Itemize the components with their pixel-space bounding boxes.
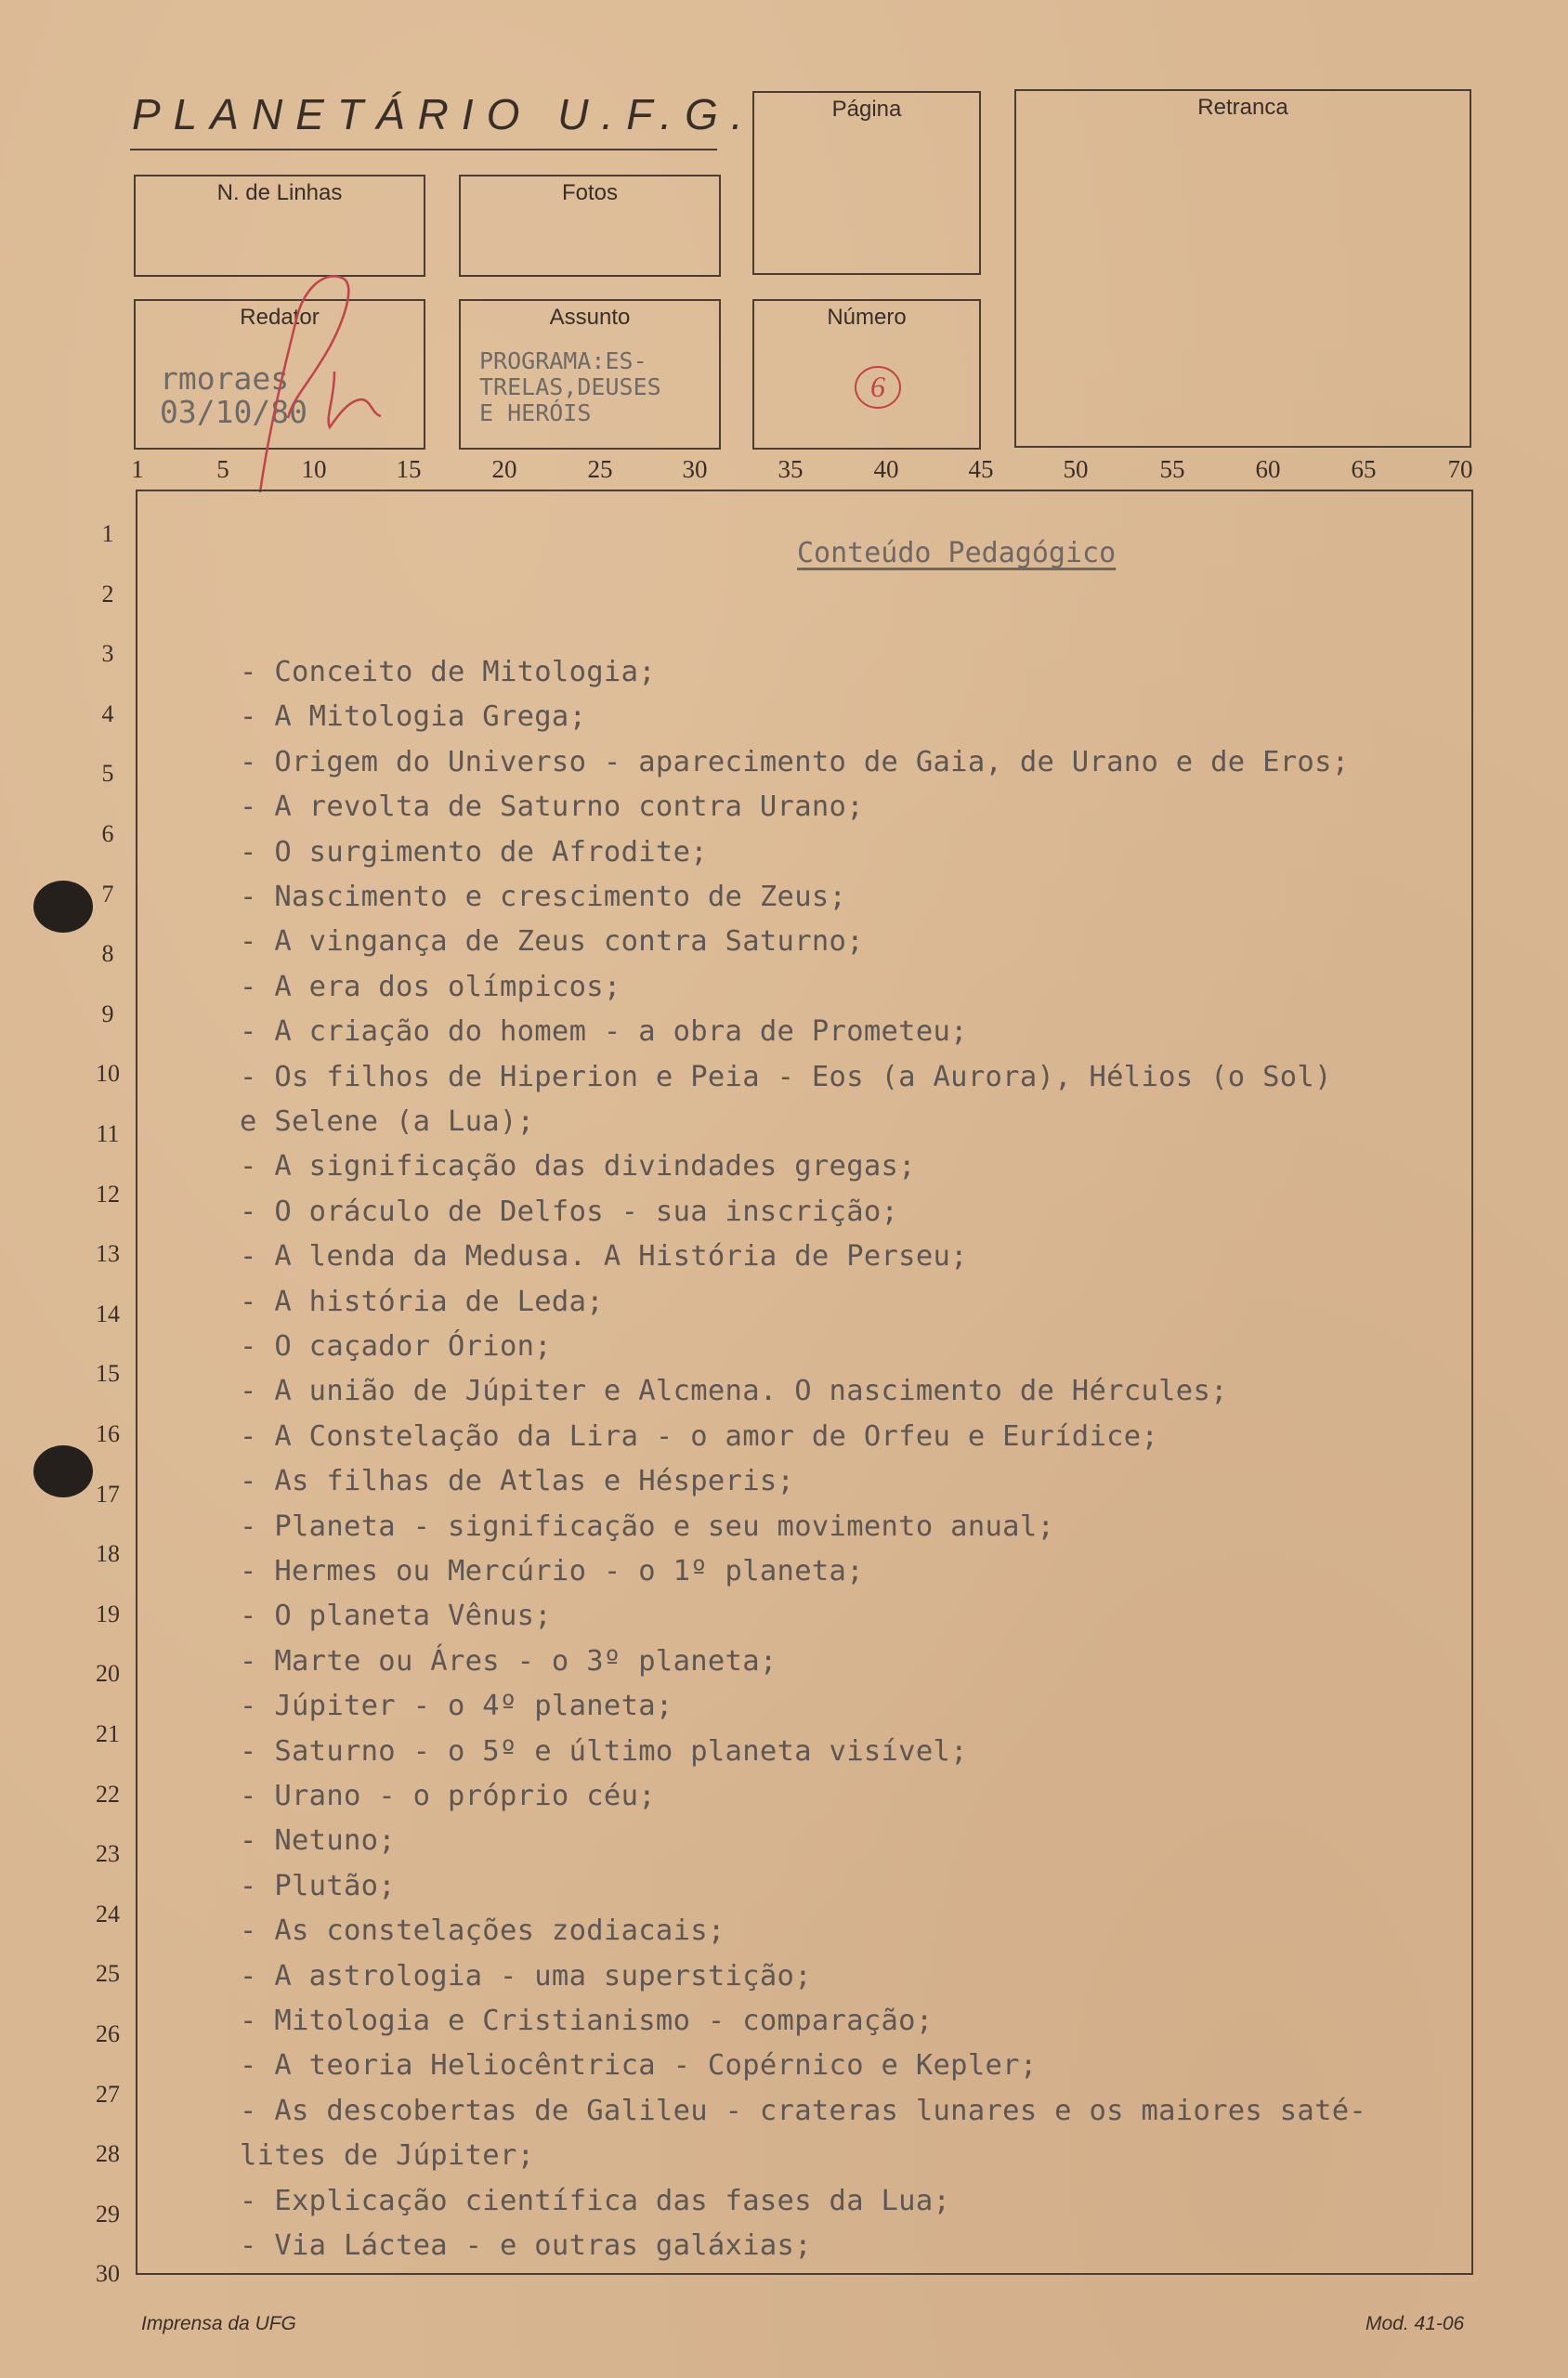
content-line: - Saturno - o 5º e último planeta visível;	[240, 1734, 968, 1768]
content-line: - Nascimento e crescimento de Zeus;	[240, 881, 847, 913]
line-number: 21	[96, 1720, 120, 1747]
content-line: - O planeta Vênus;	[240, 1600, 552, 1633]
line-number: 28	[96, 2140, 120, 2168]
assunto-line: TRELAS,DEUSES	[479, 373, 661, 400]
content-line: - O surgimento de Afrodite;	[240, 835, 708, 869]
line-number: 26	[96, 2020, 120, 2047]
content-line: - As constelações zodiacais;	[240, 1914, 725, 1948]
redator-name: rmoraes	[160, 360, 290, 397]
scale-tick-label: 45	[968, 455, 994, 483]
content-line: - As filhas de Atlas e Hésperis;	[240, 1465, 795, 1498]
content-line: - A teoria Heliocêntrica - Copérnico e Kepler;	[240, 2049, 1038, 2083]
line-number: 12	[96, 1180, 120, 1208]
pagina-label: Página	[831, 97, 902, 122]
scale-tick-label: 20	[491, 455, 517, 483]
content-line: - A significação das divindades gregas;	[240, 1150, 916, 1183]
content-line: e Selene (a Lua);	[240, 1105, 535, 1138]
line-number: 22	[96, 1780, 120, 1808]
form-title: PLANETÁRIO U.F.G.	[132, 90, 756, 138]
line-number: 27	[96, 2080, 120, 2108]
content-line: - A Mitologia Grega;	[240, 700, 587, 734]
assunto-line: PROGRAMA:ES-	[479, 347, 647, 374]
redator-label: Redator	[240, 305, 320, 330]
line-number: 18	[96, 1540, 120, 1568]
line-number: 15	[96, 1360, 120, 1388]
line-number: 16	[96, 1420, 120, 1447]
line-number: 19	[96, 1600, 120, 1627]
scale-tick-label: 5	[216, 455, 229, 483]
content-line: - Explicação científica das fases da Lua;	[240, 2184, 951, 2217]
content-line: - Planeta - significação e seu movimento anual;	[240, 1509, 1055, 1543]
line-number: 7	[101, 880, 114, 908]
retranca-label: Retranca	[1197, 95, 1288, 120]
scale-tick-label: 15	[396, 455, 422, 483]
line-number: 23	[96, 1840, 120, 1868]
content-line: - Netuno;	[240, 1824, 396, 1858]
scale-tick-label: 55	[1159, 455, 1185, 483]
redator-date: 03/10/80	[160, 394, 307, 430]
line-number: 9	[101, 1000, 114, 1027]
scale-tick-label: 40	[873, 455, 899, 483]
line-number: 20	[96, 1660, 120, 1688]
footer-left: Imprensa da UFG	[141, 2313, 296, 2334]
scale-tick-label: 25	[587, 455, 613, 483]
line-number: 4	[101, 699, 114, 727]
content-line: - Via Láctea - e outras galáxias;	[240, 2229, 812, 2262]
content-line: - Hermes ou Mercúrio - o 1º planeta;	[240, 1555, 864, 1588]
scale-tick-label: 70	[1447, 455, 1473, 483]
scale-tick-label: 65	[1351, 455, 1377, 483]
line-number: 5	[101, 760, 114, 788]
content-line: - A revolta de Saturno contra Urano;	[240, 790, 864, 824]
content-heading: Conteúdo Pedagógico	[797, 537, 1117, 569]
content-line: - A Constelação da Lira - o amor de Orfeu e Eurídice;	[240, 1419, 1159, 1453]
binder-hole	[33, 881, 93, 933]
content-line: - O caçador Órion;	[240, 1330, 552, 1363]
retranca-box	[1014, 89, 1471, 448]
content-line: - Urano - o próprio céu;	[240, 1780, 656, 1812]
line-number: 29	[96, 2200, 120, 2228]
scale-tick-label: 1	[131, 455, 144, 483]
title-rule	[130, 149, 717, 150]
line-number: 8	[101, 940, 114, 968]
line-number: 2	[101, 580, 114, 608]
numero-label: Número	[827, 305, 907, 330]
content-line: - Mitologia e Cristianismo - comparação;	[240, 2005, 934, 2037]
scale-tick-label: 35	[777, 455, 804, 483]
line-number: 17	[96, 1480, 120, 1508]
line-number: 25	[96, 1960, 120, 1988]
numero-digit: 6	[870, 370, 885, 403]
assunto-label: Assunto	[549, 305, 631, 330]
assunto-value	[479, 348, 661, 426]
content-line: - Os filhos de Hiperion e Peia - Eos (a Aurora), Hélios (o Sol)	[240, 1060, 1332, 1093]
numero-value	[853, 362, 903, 412]
content-line: - A era dos olímpicos;	[240, 970, 621, 1003]
line-number: 11	[96, 1120, 120, 1147]
content-line: - Conceito de Mitologia;	[240, 656, 656, 688]
content-line: - Júpiter - o 4º planeta;	[240, 1690, 673, 1723]
line-number: 1	[101, 520, 114, 547]
scale-tick-label: 30	[682, 455, 708, 483]
content-line: - A criação do homem - a obra de Prometeu;	[240, 1015, 968, 1049]
pagina-box	[752, 91, 981, 275]
content-line: - A astrologia - uma superstição;	[240, 1959, 812, 1993]
content-line: - Origem do Universo - aparecimento de Gaia, de Urano e de Eros;	[240, 745, 1350, 778]
line-number: 24	[96, 1900, 120, 1927]
line-number: 10	[96, 1060, 120, 1088]
n-linhas-label: N. de Linhas	[216, 180, 343, 205]
line-number: 13	[96, 1240, 120, 1268]
scale-tick-label: 60	[1255, 455, 1281, 483]
line-number: 6	[101, 820, 114, 847]
content-line: - Marte ou Áres - o 3º planeta;	[240, 1644, 777, 1678]
content-line: - A história de Leda;	[240, 1285, 604, 1318]
content-line: lites de Júpiter;	[240, 2139, 535, 2173]
content-line: - As descobertas de Galileu - crateras lunares e os maiores saté-	[240, 2094, 1367, 2127]
line-number: 30	[96, 2260, 120, 2288]
content-line: - O oráculo de Delfos - sua inscrição;	[240, 1195, 899, 1228]
content-line: - Plutão;	[240, 1869, 396, 1902]
binder-hole	[33, 1445, 93, 1497]
assunto-line: E HERÓIS	[479, 399, 592, 426]
fotos-label: Fotos	[561, 180, 619, 205]
content-line: - A lenda da Medusa. A História de Perseu;	[240, 1240, 968, 1274]
scale-tick-label: 50	[1063, 455, 1089, 483]
fotos-box	[459, 175, 721, 277]
footer-right: Mod. 41-06	[1365, 2313, 1465, 2334]
scale-tick-label: 10	[301, 455, 327, 483]
line-number: 3	[101, 640, 114, 668]
content-line: - A vingança de Zeus contra Saturno;	[240, 925, 864, 959]
line-number: 14	[96, 1300, 120, 1327]
content-line: - A união de Júpiter e Alcmena. O nascimento de Hércules;	[240, 1375, 1228, 1408]
